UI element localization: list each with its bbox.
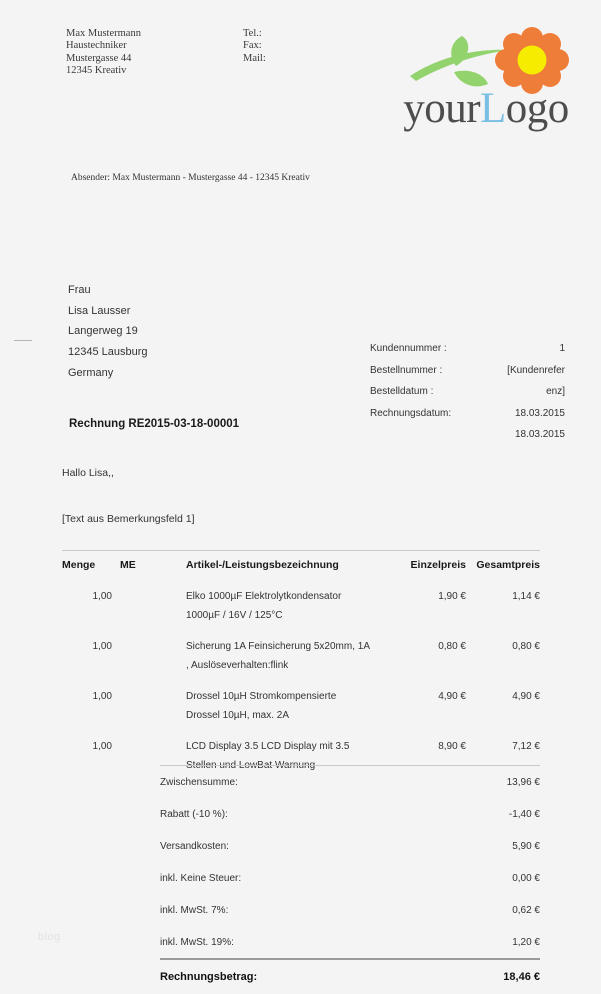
totals-row-vat-7 — [160, 894, 540, 926]
cell-total-price: 7,12 € — [512, 741, 540, 752]
return-address-line: Absender: Max Mustermann - Mustergasse 44 - 12345 Kreativ — [71, 173, 310, 183]
logo-text-before: your — [403, 85, 481, 132]
cell-unit — [120, 631, 162, 681]
totals-value: 0,00 € — [512, 872, 540, 884]
meta-value: enz] — [546, 386, 565, 397]
recipient-address-block — [68, 280, 148, 384]
cell-quantity: 1,00 — [92, 741, 112, 752]
meta-row-customer-number — [370, 338, 565, 360]
totals-label: Zwischensumme: — [160, 776, 238, 788]
totals-value: 1,20 € — [512, 936, 540, 948]
meta-label: Bestellnummer : — [370, 364, 443, 376]
totals-table — [160, 766, 540, 994]
cell-description: LCD Display 3.5 LCD Display mit 3.5 Stellen und LowBat Warnung — [186, 741, 350, 771]
meta-row-overflow-date — [370, 424, 565, 446]
totals-row-shipping — [160, 830, 540, 862]
totals-label: Rabatt (-10 %): — [160, 808, 228, 820]
column-header-description: Artikel-/Leistungsbezeichnung — [162, 551, 392, 582]
totals-row-grand-total — [160, 959, 540, 994]
invoice-title: Rechnung RE2015-03-18-00001 — [69, 418, 240, 430]
totals-label: inkl. Keine Steuer: — [160, 872, 242, 884]
sender-line: Haustechniker — [66, 40, 127, 52]
cell-total-price: 0,80 € — [512, 641, 540, 652]
totals-value: -1,40 € — [508, 808, 540, 820]
grand-total-value: 18,46 € — [436, 959, 540, 994]
logo-text-after: ogo — [505, 85, 569, 132]
cell-unit-price: 1,90 € — [438, 591, 466, 602]
sender-line: Max Mustermann — [66, 28, 141, 39]
line-items-table — [62, 550, 540, 781]
cell-description: Elko 1000µF Elektrolytkondensator 1000µF / 16V / 125°C — [186, 591, 342, 621]
cell-quantity: 1,00 — [92, 691, 112, 702]
cell-quantity: 1,00 — [92, 641, 112, 652]
table-row — [62, 681, 540, 731]
cell-unit-price: 8,90 € — [438, 741, 466, 752]
contact-phone-label: Tel.: — [243, 28, 262, 39]
logo-wordmark — [398, 84, 574, 134]
totals-label: Versandkosten: — [160, 840, 229, 852]
table-header-row — [62, 551, 540, 582]
totals-value: 0,62 € — [512, 904, 540, 916]
sender-line: Mustergasse 44 — [66, 52, 132, 64]
grand-total-label: Rechnungsbetrag: — [160, 959, 436, 994]
sender-line: 12345 Kreativ — [66, 65, 127, 77]
cell-unit — [120, 731, 162, 781]
logo-text-highlight: L — [480, 85, 506, 132]
contact-mail-label: Mail: — [243, 52, 266, 64]
totals-row-discount — [160, 798, 540, 830]
contact-fax-label: Fax: — [243, 40, 262, 52]
meta-value: 18.03.2015 — [514, 429, 565, 440]
watermark: blog — [38, 931, 61, 943]
totals-label: inkl. MwSt. 7%: — [160, 904, 229, 916]
recipient-line: 12345 Lausburg — [68, 346, 148, 359]
company-logo — [392, 24, 572, 139]
meta-value: [Kundenrefer — [507, 364, 565, 376]
cell-unit — [120, 681, 162, 731]
table-row — [62, 581, 540, 631]
cell-total-price: 4,90 € — [512, 691, 540, 702]
meta-value: 1 — [559, 343, 565, 354]
cell-unit-price: 0,80 € — [438, 641, 466, 652]
line-items-section — [62, 550, 540, 781]
meta-value: 18.03.2015 — [514, 407, 565, 419]
fold-mark — [14, 340, 32, 341]
totals-value: 13,96 € — [506, 776, 540, 788]
recipient-line: Langerweg 19 — [68, 325, 138, 338]
totals-section — [160, 765, 540, 994]
totals-row-subtotal — [160, 766, 540, 798]
contact-details-block — [243, 28, 266, 65]
cell-description: Drossel 10µH Stromkompensierte Drossel 10µH, max. 2A — [186, 691, 337, 721]
column-header-total-price: Gesamtpreis — [466, 551, 540, 582]
meta-row-invoice-date — [370, 403, 565, 425]
meta-label — [370, 424, 378, 446]
meta-label: Rechnungsdatum: — [370, 407, 452, 419]
meta-row-order-number — [370, 360, 565, 382]
cell-quantity: 1,00 — [92, 591, 112, 602]
invoice-meta-block — [370, 338, 565, 446]
cell-total-price: 1,14 € — [512, 591, 540, 602]
remark-text: [Text aus Bemerkungsfeld 1] — [62, 513, 195, 525]
sender-address-block — [66, 28, 141, 78]
totals-row-no-tax — [160, 862, 540, 894]
meta-label: Bestelldatum : — [370, 386, 434, 397]
recipient-line: Lisa Lausser — [68, 304, 131, 317]
cell-unit-price: 4,90 € — [438, 691, 466, 702]
totals-value: 5,90 € — [512, 840, 540, 852]
greeting-text: Hallo Lisa,, — [62, 467, 114, 479]
table-row — [62, 631, 540, 681]
column-header-unit-price: Einzelpreis — [392, 551, 466, 582]
column-header-unit: ME — [120, 551, 162, 582]
column-header-quantity: Menge — [62, 551, 120, 582]
cell-description: Sicherung 1A Feinsicherung 5x20mm, 1A , Auslöseverhalten:flink — [186, 641, 370, 671]
meta-label: Kundennummer : — [370, 343, 447, 354]
totals-label: inkl. MwSt. 19%: — [160, 936, 234, 948]
totals-row-vat-19 — [160, 926, 540, 959]
recipient-line: Germany — [68, 366, 114, 379]
meta-row-order-date — [370, 381, 565, 403]
cell-unit — [120, 581, 162, 631]
recipient-line: Frau — [68, 284, 91, 296]
